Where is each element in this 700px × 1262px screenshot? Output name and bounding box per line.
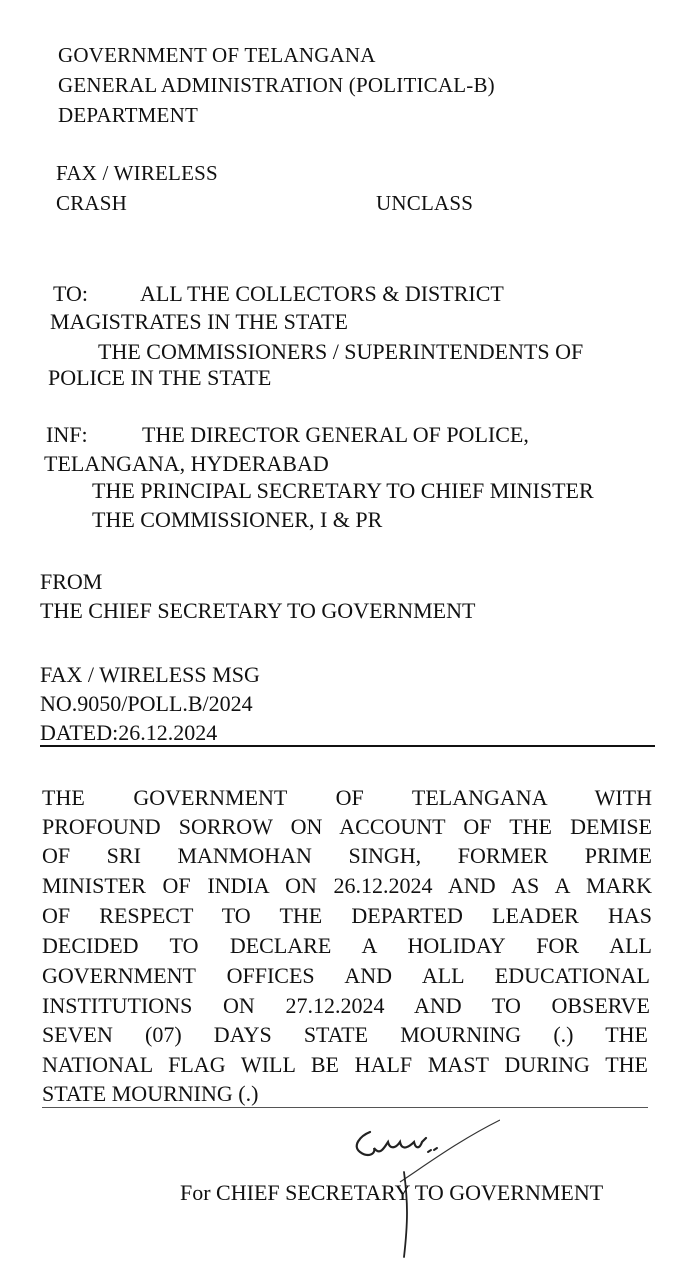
body-line: THE GOVERNMENT OF TELANGANA WITH (42, 785, 652, 810)
body-line: OF RESPECT TO THE DEPARTED LEADER HAS (42, 903, 652, 928)
from-label: FROM (40, 569, 103, 594)
to-recipient-2: THE COMMISSIONERS / SUPERINTENDENTS OF (98, 339, 584, 364)
from-sender: THE CHIEF SECRETARY TO GOVERNMENT (40, 598, 476, 623)
body-line: DECIDED TO DECLARE A HOLIDAY FOR ALL (42, 933, 652, 958)
inf-recipient-1: THE DIRECTOR GENERAL OF POLICE, (142, 422, 529, 447)
body-line: PROFOUND SORROW ON ACCOUNT OF THE DEMISE (42, 814, 652, 839)
header-divider (40, 745, 655, 747)
inf-label: INF: (46, 422, 88, 447)
message-number: NO.9050/POLL.B/2024 (40, 691, 253, 716)
inf-recipient-3: THE COMMISSIONER, I & PR (92, 507, 383, 532)
department-subtitle: GENERAL ADMINISTRATION (POLITICAL-B) (58, 73, 495, 97)
body-last-line: STATE MOURNING (.) (42, 1081, 259, 1106)
department-label: DEPARTMENT (58, 103, 198, 127)
priority-label: CRASH (56, 191, 128, 215)
body-line: MINISTER OF INDIA ON 26.12.2024 AND AS A MARK (42, 873, 652, 898)
to-recipient-2-cont: POLICE IN THE STATE (48, 365, 272, 390)
body-line: INSTITUTIONS ON 27.12.2024 AND TO OBSERVE (42, 993, 650, 1018)
body-line: SEVEN (07) DAYS STATE MOURNING (.) THE (42, 1022, 648, 1047)
message-type: FAX / WIRELESS MSG (40, 662, 260, 687)
department-title: GOVERNMENT OF TELANGANA (58, 43, 376, 67)
security-classification: UNCLASS (376, 191, 474, 215)
signoff-line: For CHIEF SECRETARY TO GOVERNMENT (180, 1180, 604, 1205)
body-divider (42, 1107, 648, 1108)
transmission-mode: FAX / WIRELESS (56, 161, 218, 185)
to-recipient-1-cont: MAGISTRATES IN THE STATE (50, 309, 348, 334)
message-date: DATED:26.12.2024 (40, 720, 218, 745)
inf-recipient-1-cont: TELANGANA, HYDERABAD (44, 451, 329, 476)
body-line: OF SRI MANMOHAN SINGH, FORMER PRIME (42, 843, 652, 868)
body-line: GOVERNMENT OFFICES AND ALL EDUCATIONAL (42, 963, 650, 988)
inf-recipient-2: THE PRINCIPAL SECRETARY TO CHIEF MINISTER (92, 478, 594, 503)
to-label: TO: (53, 281, 89, 306)
to-recipient-1: ALL THE COLLECTORS & DISTRICT (140, 281, 504, 306)
body-line: NATIONAL FLAG WILL BE HALF MAST DURING THE (42, 1052, 648, 1077)
